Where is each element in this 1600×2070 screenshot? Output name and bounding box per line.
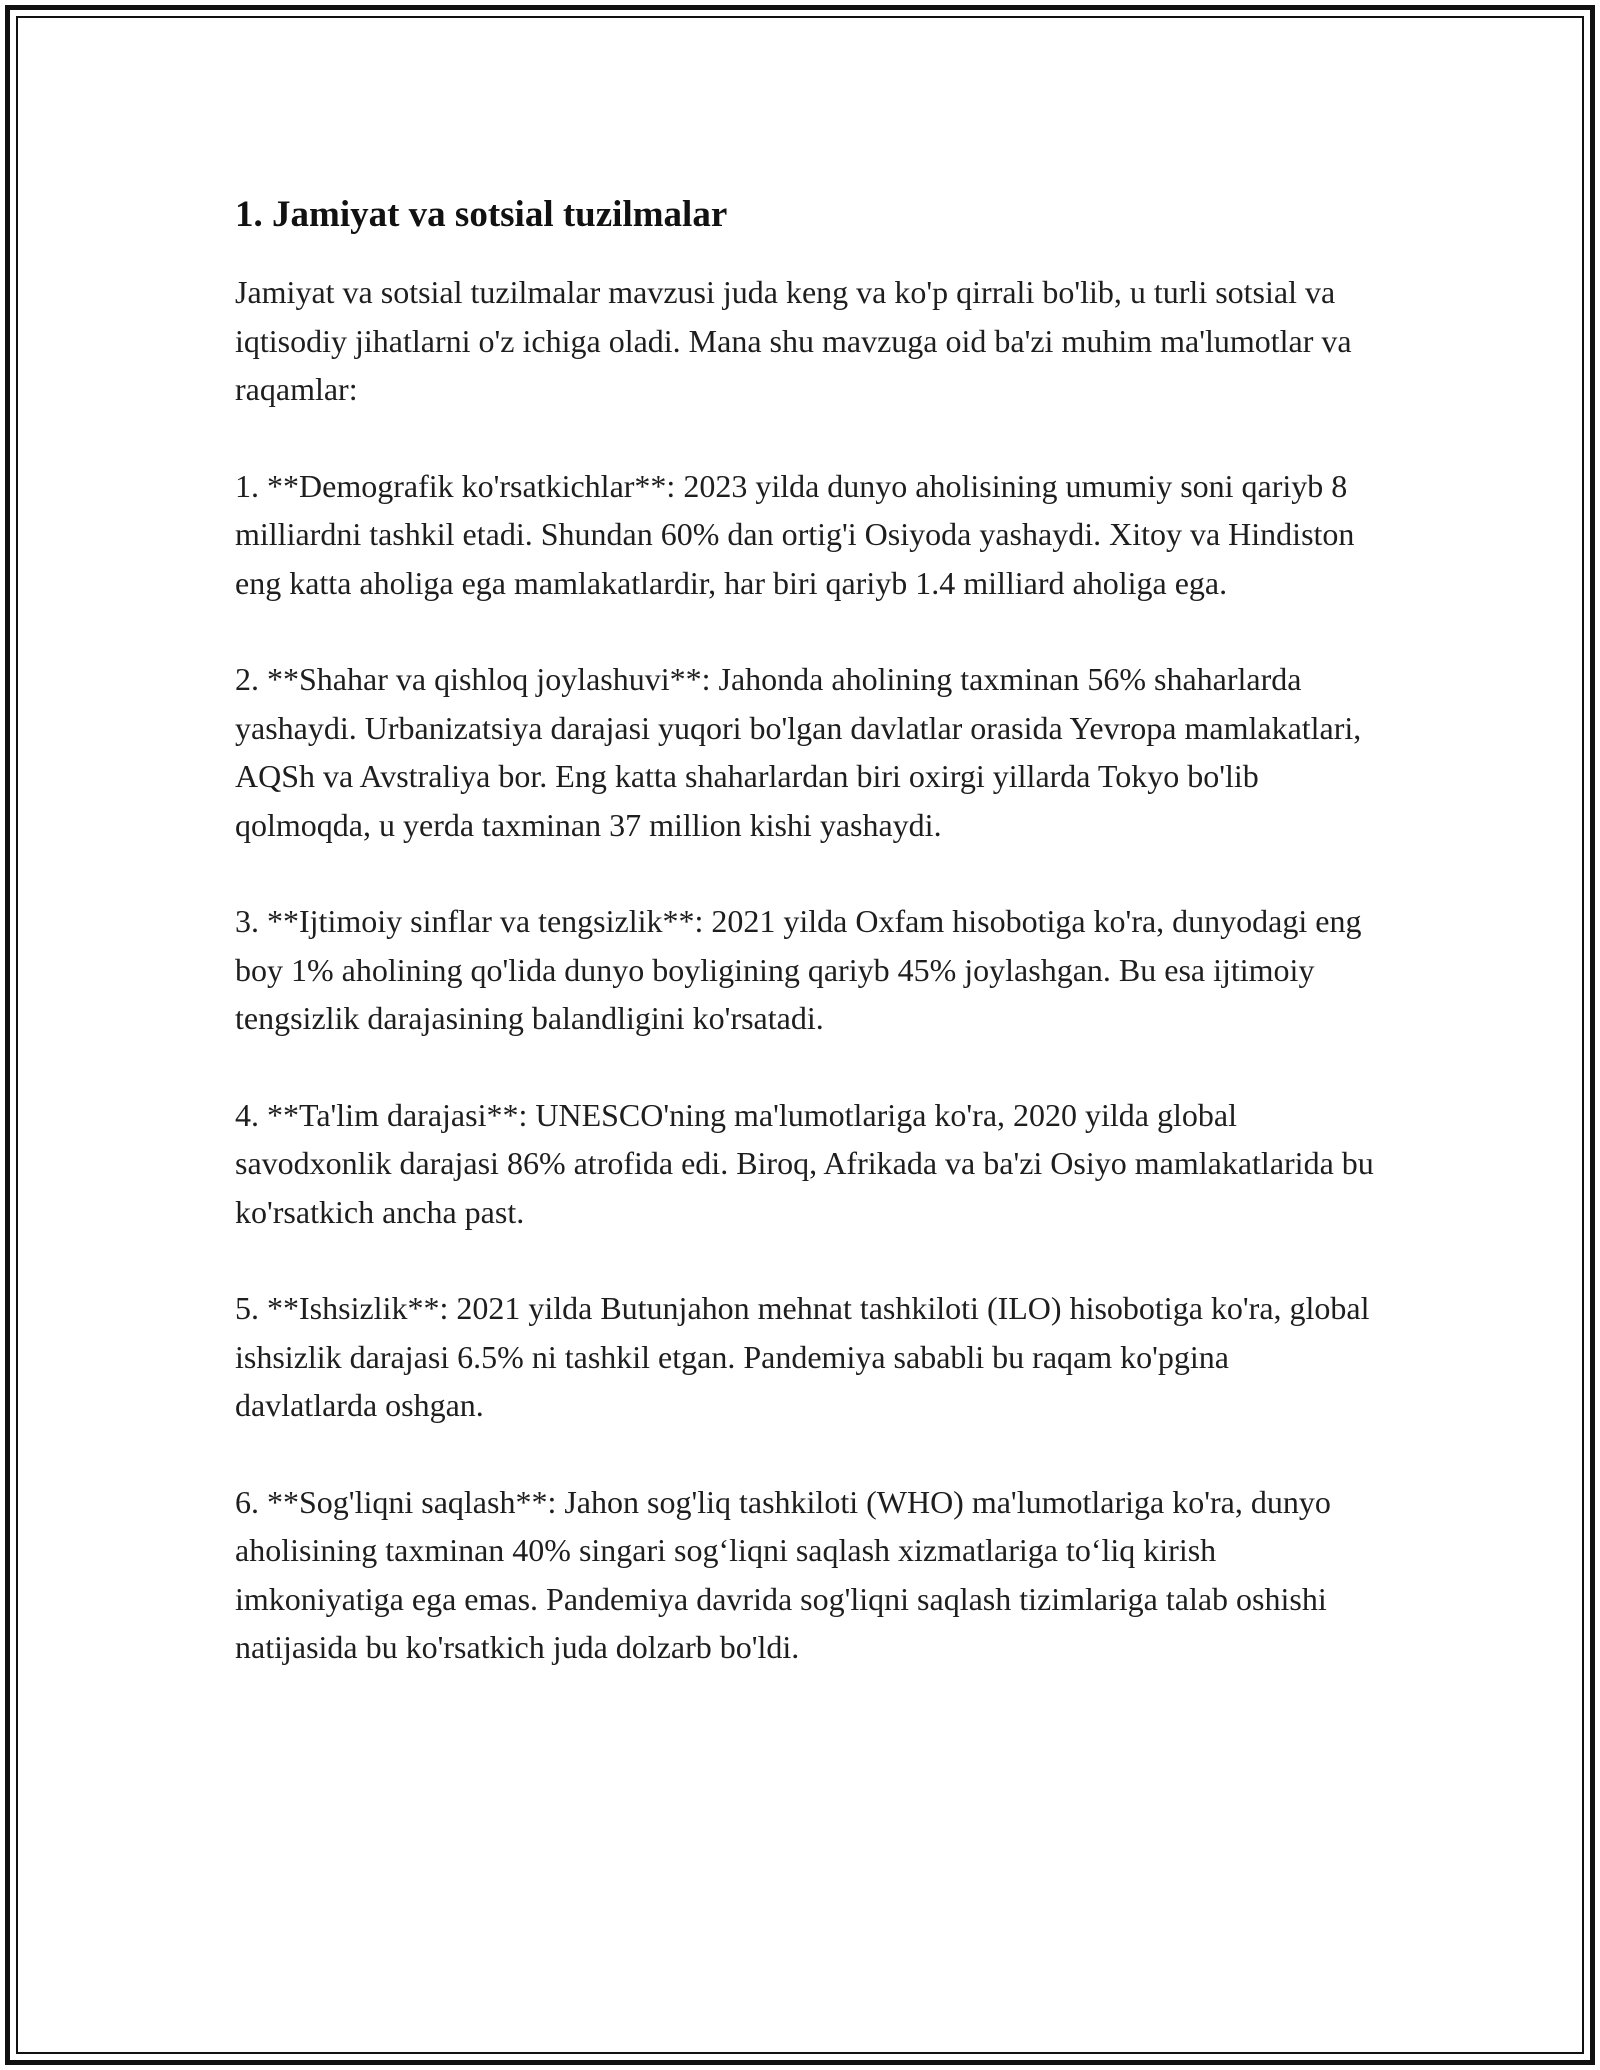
document-title: 1. Jamiyat va sotsial tuzilmalar xyxy=(235,194,728,235)
list-item-demographics: 1. **Demografik ko'rsatkichlar**: 2023 yilda dunyo aholisining umumiy soni qariyb 8 milliardni tashkil etadi. Shundan 60% dan ortig'i Osiyoda yashaydi. Xitoy va Hindiston eng katta aholiga ega mamlakatlardir, har biri qariyb 1.4 milliard aholiga ega. xyxy=(235,467,1355,601)
list-item-urbanization: 2. **Shahar va qishloq joylashuvi**: Jahonda aholining taxminan 56% shaharlarda yashaydi. Urbanizatsiya darajasi yuqori bo'lgan davlatlar orasida Yevropa mamlakatlari, AQSh va Avstraliya bor. Eng katta shaharlardan biri oxirgi yillarda Tokyo bo'lib qolmoqda, u yerda taxminan 37 million kishi yashaydi. xyxy=(235,661,1362,843)
list-item-inequality: 3. **Ijtimoiy sinflar va tengsizlik**: 2021 yilda Oxfam hisobotiga ko'ra, dunyodagi eng boy 1% aholining qo'lida dunyo boyligining qariyb 45% joylashgan. Bu esa ijtimoiy tengsizlik darajasining balandligini ko'rsatadi. xyxy=(235,903,1362,1036)
document-body xyxy=(235,190,1375,1720)
list-item-healthcare: 6. **Sog'liqni saqlash**: Jahon sog'liq tashkiloti (WHO) ma'lumotlariga ko'ra, dunyo aholisining taxminan 40% singari sog‘liqni saqlash xizmatlariga to‘liq kirish imkoniyatiga ega emas. Pandemiya davrida sog'liqni saqlash tizimlariga talab oshishi natijasida bu ko'rsatkich juda dolzarb bo'ldi. xyxy=(235,1483,1331,1665)
list-item-education: 4. **Ta'lim darajasi**: UNESCO'ning ma'lumotlariga ko'ra, 2020 yilda global savodxonlik darajasi 86% atrofida edi. Biroq, Afrikada va ba'zi Osiyo mamlakatlarida bu ko'rsatkich ancha past. xyxy=(235,1096,1374,1230)
intro-paragraph: Jamiyat va sotsial tuzilmalar mavzusi juda keng va ko'p qirrali bo'lib, u turli sotsial va iqtisodiy jihatlarni o'z ichiga oladi. Mana shu mavzuga oid ba'zi muhim ma'lumotlar va raqamlar: xyxy=(235,274,1352,407)
list-item-unemployment: 5. **Ishsizlik**: 2021 yilda Butunjahon mehnat tashkiloti (ILO) hisobotiga ko'ra, global ishsizlik darajasi 6.5% ni tashkil etgan. Pandemiya sababli bu raqam ko'pgina davlatlarda oshgan. xyxy=(235,1290,1370,1423)
